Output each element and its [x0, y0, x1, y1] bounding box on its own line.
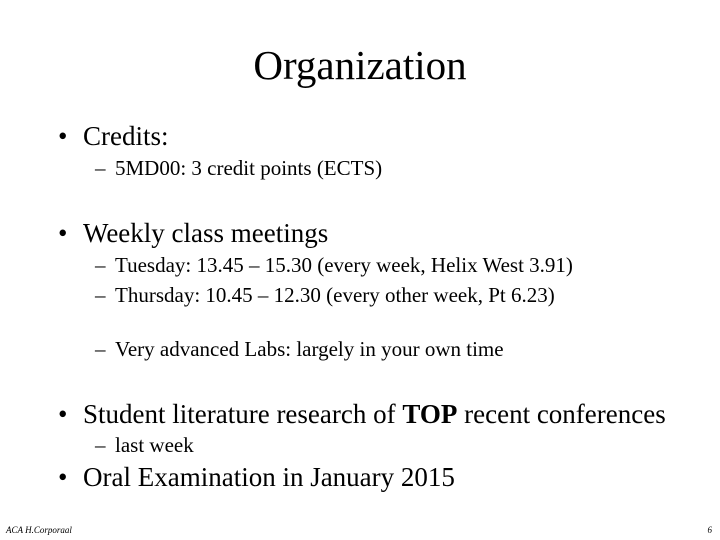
dash-icon: –: [95, 253, 106, 277]
bullet-text: Oral Examination in January 2015: [83, 462, 455, 492]
sub-bullet-last-week: [95, 432, 194, 458]
sub-bullet-text: last week: [115, 433, 194, 457]
sub-bullet-text: 5MD00: 3 credit points (ECTS): [115, 156, 383, 180]
dash-icon: –: [95, 337, 106, 361]
bullet-weekly-meetings: [58, 217, 328, 249]
bullet-icon: •: [58, 462, 68, 492]
dash-icon: –: [95, 283, 106, 307]
bullet-text: Weekly class meetings: [83, 218, 329, 248]
bullet-text: Credits:: [83, 121, 169, 151]
sub-bullet-credits-detail: [95, 155, 382, 181]
sub-bullet-thursday: [95, 282, 555, 308]
page-number: 6: [707, 525, 712, 535]
sub-bullet-text: Very advanced Labs: largely in your own time: [115, 337, 504, 361]
bullet-icon: •: [58, 121, 68, 151]
footer-author: ACA H.Corporaal: [6, 525, 72, 535]
sub-bullet-tuesday: [95, 252, 573, 278]
bullet-icon: •: [58, 399, 68, 429]
bullet-text-before: Student literature research of: [83, 399, 403, 429]
bullet-literature-research: [58, 398, 666, 430]
dash-icon: –: [95, 433, 106, 457]
slide-title: Organization: [253, 42, 467, 88]
bullet-text-bold: TOP: [402, 399, 458, 429]
dash-icon: –: [95, 156, 106, 180]
sub-bullet-text: Tuesday: 13.45 – 15.30 (every week, Helix West 3.91): [115, 253, 573, 277]
sub-bullet-text: Thursday: 10.45 – 12.30 (every other week, Pt 6.23): [115, 283, 555, 307]
bullet-credits: [58, 120, 169, 152]
bullet-text-after: recent conferences: [457, 399, 666, 429]
bullet-icon: •: [58, 218, 68, 248]
bullet-oral-examination: [58, 461, 455, 493]
sub-bullet-labs: [95, 336, 504, 362]
